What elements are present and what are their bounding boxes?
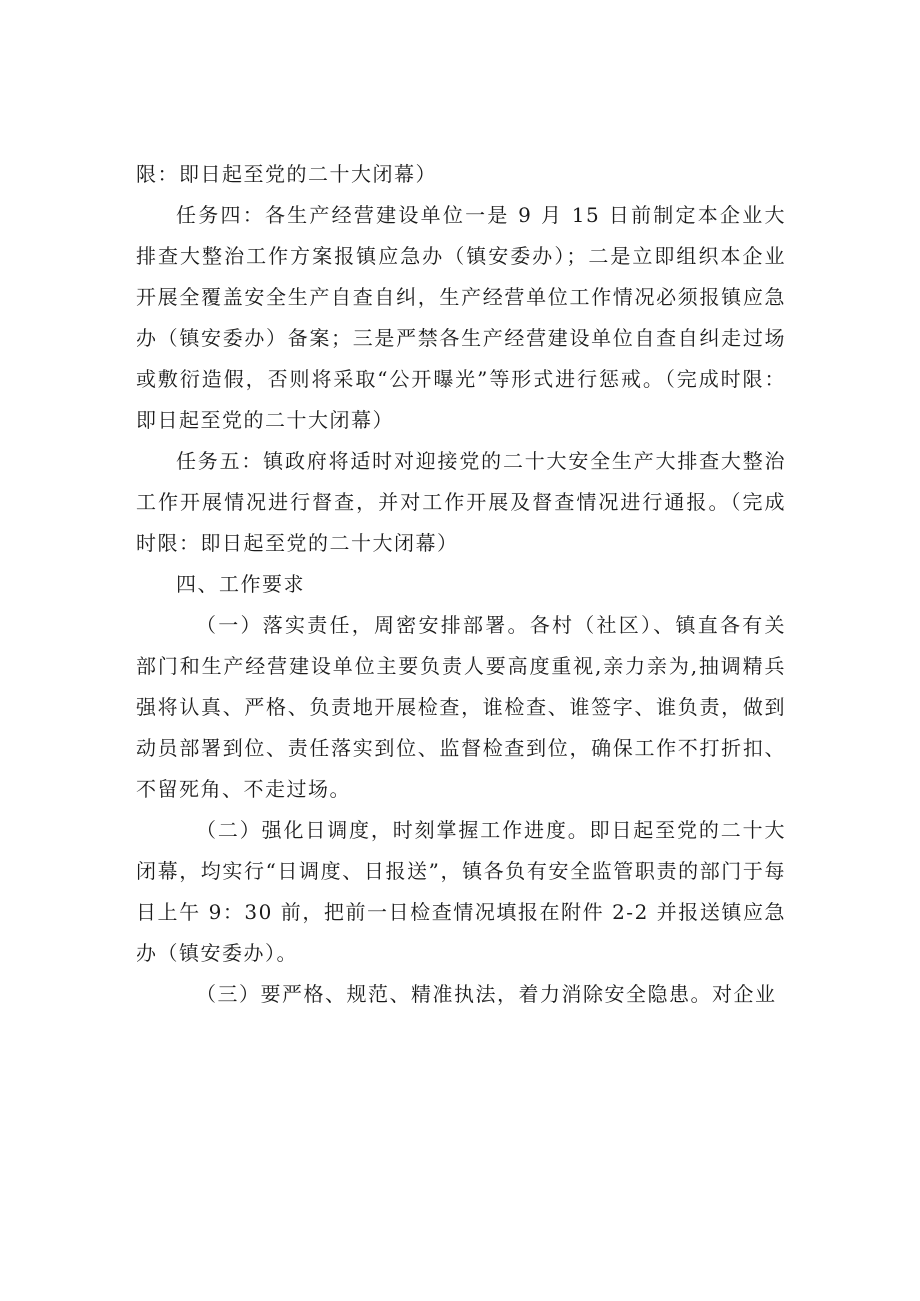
paragraph-time-limit-continuation: 限：即日起至党的二十大闭幕）: [136, 162, 437, 186]
paragraph-requirement-one: （一）落实责任，周密安排部署。各村（社区）、镇直各有关部门和生产经营建设单位主要负责人要高度重视,亲力亲为,抽调精兵强将认真、严格、负责地开展检查，谁检查、谁签字、谁负责，做到动员部署到位、责任落实到位、监督检查到位，确保工作不打折扣、不留死角、不走过场。: [136, 613, 786, 801]
paragraph-task-four: 任务四：各生产经营建设单位一是 9 月 15 日前制定本企业大排查大整治工作方案报镇应急办（镇安委办）；二是立即组织本企业开展全覆盖安全生产自查自纠，生产经营单位工作情况必须报镇应急办（镇安委办）备案；三是严禁各生产经营建设单位自查自纠走过场或敷衍造假，否则将采取“公开曝光”等形式进行惩戒。（完成时限：即日起至党的二十大闭幕）: [136, 203, 786, 432]
document-body: [136, 154, 786, 1015]
section-heading-work-requirements: 四、工作要求: [176, 572, 305, 596]
paragraph-requirement-two: （二）强化日调度，时刻掌握工作进度。即日起至党的二十大闭幕，均实行“日调度、日报送”，镇各负有安全监管职责的部门于每日上午 9：30 前，把前一日检查情况填报在附件 2-2 并报送镇应急办（镇安委办）。: [136, 818, 786, 965]
paragraph-task-five: 任务五：镇政府将适时对迎接党的二十大安全生产大排查大整治工作开展情况进行督查，并对工作开展及督查情况进行通报。（完成时限：即日起至党的二十大闭幕）: [136, 449, 786, 555]
paragraph-requirement-three: （三）要严格、规范、精准执法，着力消除安全隐患。对企业: [196, 982, 777, 1006]
